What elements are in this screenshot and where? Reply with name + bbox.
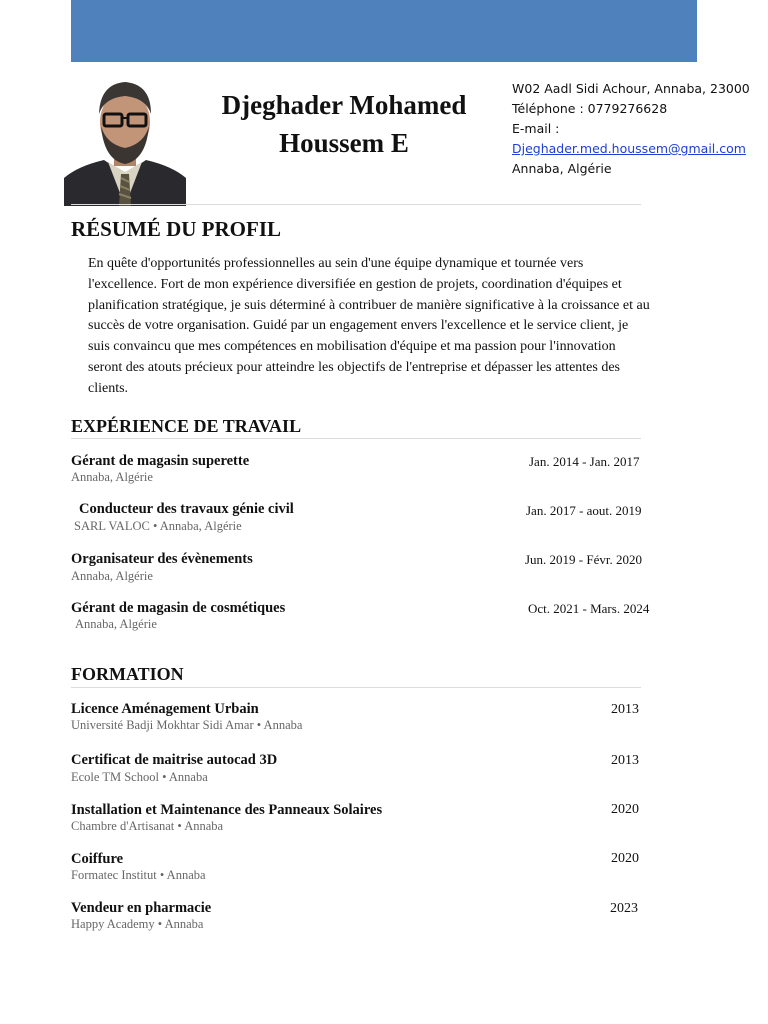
education-year: 2020 — [611, 802, 639, 817]
job-dates: Jun. 2019 - Févr. 2020 — [525, 552, 642, 567]
name-line-1: Djeghader Mohamed — [221, 90, 467, 120]
email-label: E-mail : — [512, 121, 560, 136]
email-link[interactable]: Djeghader.med.houssem@gmail.com — [512, 141, 746, 156]
job-place: Annaba, Algérie — [71, 470, 153, 484]
education-year: 2013 — [611, 702, 639, 717]
education-school: Ecole TM School • Annaba — [71, 770, 208, 784]
profile-summary — [88, 254, 700, 400]
education-title: Vendeur en pharmacie — [71, 900, 212, 916]
education-title: Installation et Maintenance des Panneaux Solaires — [71, 802, 383, 818]
profile-line: En quête d'opportunités professionnelles au sein d'une équipe dynamique et tournée vers — [88, 256, 584, 271]
job-dates: Oct. 2021 - Mars. 2024 — [528, 601, 650, 616]
education-title: Certificat de maitrise autocad 3D — [71, 752, 278, 768]
education-year: 2020 — [611, 851, 639, 866]
contact-block — [512, 79, 750, 179]
education-school: Happy Academy • Annaba — [71, 917, 204, 931]
experience-divider — [71, 438, 641, 439]
name-line-2: Houssem E — [279, 128, 409, 158]
profile-line: succès de votre organisation. Guidé par un engagement envers l'excellence et le service client, je — [88, 318, 629, 334]
header-divider — [71, 204, 641, 205]
profile-line: planification stratégique, je suis déterminé à contribuer de manière significative à la croissance et au — [88, 297, 650, 313]
candidate-name — [200, 86, 488, 162]
profile-heading: RÉSUMÉ DU PROFIL — [71, 217, 282, 241]
header-banner — [71, 0, 697, 62]
job-title: Conducteur des travaux génie civil — [79, 501, 294, 517]
address: W02 Aadl Sidi Achour, Annaba, 23000 — [512, 81, 750, 96]
education-title: Licence Aménagement Urbain — [71, 701, 259, 717]
location: Annaba, Algérie — [512, 161, 612, 176]
job-title: Gérant de magasin de cosmétiques — [71, 600, 286, 616]
job-dates: Jan. 2017 - aout. 2019 — [526, 503, 642, 518]
job-title: Organisateur des évènements — [71, 551, 253, 567]
job-title: Gérant de magasin superette — [71, 453, 250, 469]
education-divider — [71, 687, 641, 688]
education-school: Université Badji Mokhtar Sidi Amar • Annaba — [71, 718, 303, 732]
profile-line: suis convaincu que mes compétences en mobilisation d'équipe et ma passion pour l'innovation — [88, 339, 616, 355]
education-heading: FORMATION — [71, 664, 184, 684]
education-school: Formatec Institut • Annaba — [71, 868, 206, 882]
job-place: Annaba, Algérie — [71, 569, 153, 583]
phone: Téléphone : 0779276628 — [512, 101, 668, 116]
job-place: SARL VALOC • Annaba, Algérie — [74, 519, 242, 533]
education-year: 2023 — [610, 901, 638, 916]
experience-heading: EXPÉRIENCE DE TRAVAIL — [71, 416, 302, 436]
profile-line: seront des atouts précieux pour atteindre les objectifs de l'entreprise et dépasser les attentes des — [88, 359, 620, 375]
profile-photo — [64, 78, 186, 206]
education-title: Coiffure — [71, 851, 124, 867]
profile-line: l'excellence. Fort de mon expérience diversifiée en gestion de projets, coordination d'équipes et — [88, 276, 622, 292]
job-place: Annaba, Algérie — [75, 617, 157, 631]
education-school: Chambre d'Artisanat • Annaba — [71, 819, 224, 833]
job-dates: Jan. 2014 - Jan. 2017 — [529, 454, 640, 469]
education-year: 2013 — [611, 753, 639, 768]
profile-line: clients. — [88, 380, 129, 396]
